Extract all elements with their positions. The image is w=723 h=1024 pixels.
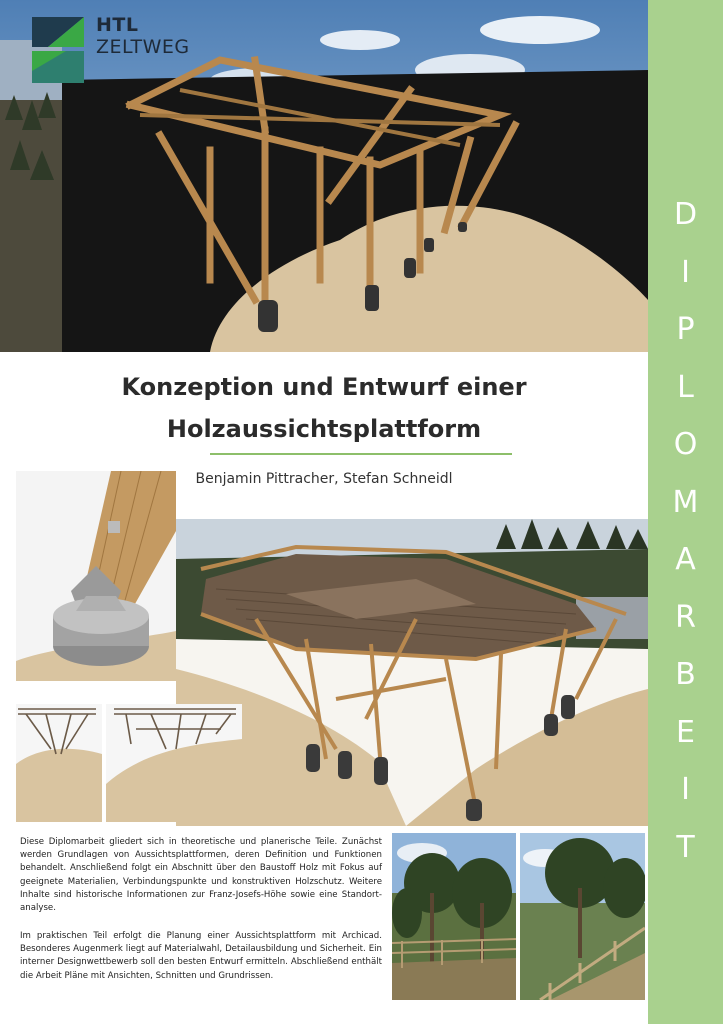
title-underline: [210, 453, 512, 455]
vertical-letter: I: [681, 772, 690, 807]
elevation-view-1-image: [16, 704, 102, 822]
title-line-1: Konzeption und Entwurf einer: [121, 373, 527, 401]
authors: Benjamin Pittracher, Stefan Schneidl: [195, 471, 453, 487]
diplomarbeit-sidebar: [648, 0, 723, 1024]
vertical-letter: A: [675, 542, 696, 577]
site-photo-2: [520, 833, 645, 1000]
logo-line-zeltweg: ZELTWEG: [96, 36, 190, 58]
vertical-letter: B: [675, 657, 696, 692]
vertical-letter: I: [681, 254, 690, 290]
vertical-letter: R: [675, 599, 696, 635]
body-paragraph-1: Diese Diplomarbeit gliedert sich in theoretische und planerische Teile. Zunächst werden Grundlagen von Aussichtsplattformen, deren Definition und Funktionen behandelt. Anschließend folgt ein Abschnitt über den Baustoff Holz mit Fokus auf geeignete Materialien, Verbindungspunkte und konstruktiven Holzschutz. Weitere Inhalte sind historische Informationen zur Franz-Josefs-Höhe sowie eine Standort-analyse.: [20, 837, 382, 914]
platform-render-image: [176, 519, 648, 826]
poster-title: [0, 366, 648, 450]
body-paragraph-2: Im praktischen Teil erfolgt die Planung einer Aussichtsplattform mit Archicad. Besonderes Augenmerk liegt auf Materialwahl, Detailausbildung und Sicherheit. Ein interner Designwettbewerb soll den besten Entwurf ermitteln. Abschließend enthält die Arbeit Pläne mit Ansichten, Schnitten und Grundrissen.: [20, 931, 382, 981]
vertical-letter: M: [672, 484, 699, 520]
hero-render-image: [0, 0, 648, 352]
elevation-view-2-image: [106, 704, 242, 822]
site-photo-1: [392, 833, 516, 1000]
vertical-letter: E: [676, 714, 695, 750]
vertical-letter: T: [676, 829, 695, 865]
vertical-letter: L: [677, 369, 694, 405]
vertical-letter: P: [676, 312, 695, 347]
title-line-2: Holzaussichtsplattform: [166, 415, 482, 443]
vertical-letter: D: [673, 197, 698, 232]
vertical-title: [648, 186, 723, 876]
logo-line-htl: HTL: [96, 14, 139, 36]
column-base-detail-image: [16, 471, 176, 681]
vertical-letter: O: [673, 427, 698, 462]
